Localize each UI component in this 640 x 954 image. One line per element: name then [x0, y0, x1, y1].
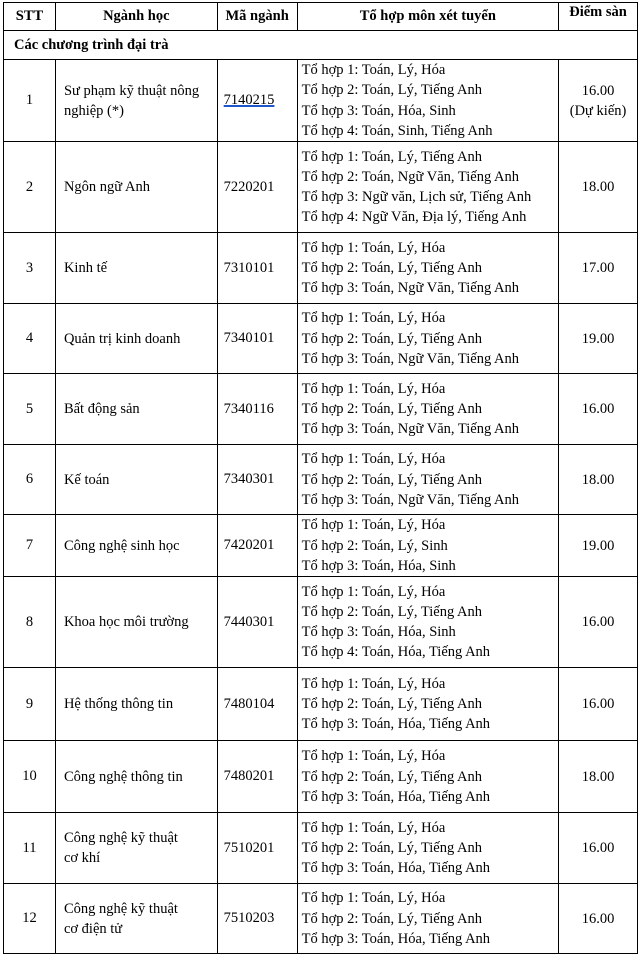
combo-line: Tổ hợp 3: Toán, Hóa, Sinh [301, 557, 456, 574]
combo-line: Tổ hợp 1: Toán, Lý, Hóa [301, 451, 446, 468]
combo-line: Tổ hợp 2: Toán, Lý, Tiếng Anh [301, 260, 483, 277]
score-line: 19.00 [581, 330, 615, 347]
major-line: Kế toán [63, 471, 110, 488]
row-code: 7340101 [217, 304, 297, 374]
combo-line: Tổ hợp 2: Toán, Ngữ Văn, Tiếng Anh [301, 168, 520, 185]
combo-line: Tổ hợp 1: Toán, Lý, Hóa [301, 748, 446, 765]
table-row [4, 304, 638, 374]
combo-line: Tổ hợp 3: Toán, Ngữ Văn, Tiếng Anh [301, 350, 520, 367]
major-line: Sư phạm kỹ thuật nông [63, 82, 200, 99]
combo-line: Tổ hợp 3: Toán, Ngữ Văn, Tiếng Anh [301, 280, 520, 297]
combo-line: Tổ hợp 2: Toán, Lý, Sinh [301, 537, 448, 554]
admission-score-table [3, 2, 638, 954]
major-line: nghiệp (*) [63, 102, 124, 119]
combo-line: Tổ hợp 2: Toán, Lý, Tiếng Anh [301, 82, 483, 99]
combo-line: Tổ hợp 3: Toán, Ngữ Văn, Tiếng Anh [301, 421, 520, 438]
row-score [559, 884, 638, 954]
table-row [4, 813, 638, 884]
row-stt: 3 [4, 233, 56, 304]
combo-line: Tổ hợp 1: Toán, Lý, Hóa [301, 239, 446, 256]
row-combos [297, 374, 558, 445]
row-combos [297, 304, 558, 374]
row-stt: 1 [4, 60, 56, 142]
major-line: Hệ thống thông tin [63, 696, 174, 713]
combo-line: Tổ hợp 1: Toán, Lý, Hóa [301, 62, 446, 78]
row-combos [297, 515, 558, 577]
combo-line: Tổ hợp 4: Toán, Sinh, Tiếng Anh [301, 122, 493, 139]
combo-line: Tổ hợp 1: Toán, Lý, Hóa [301, 310, 446, 327]
row-combos [297, 60, 558, 142]
table-row [4, 445, 638, 515]
combo-line: Tổ hợp 1: Toán, Lý, Hóa [301, 819, 446, 836]
row-combos [297, 668, 558, 741]
score-line: 16.00 [581, 614, 615, 631]
major-line: Kinh tế [63, 260, 108, 277]
row-code: 7480201 [217, 741, 297, 813]
combo-line: Tổ hợp 3: Toán, Hóa, Tiếng Anh [301, 860, 491, 877]
table-row [4, 668, 638, 741]
row-score [559, 60, 638, 142]
combo-line: Tổ hợp 1: Toán, Lý, Hóa [301, 890, 446, 907]
combo-line: Tổ hợp 3: Toán, Hóa, Tiếng Anh [301, 930, 491, 947]
score-line: 16.00 [581, 82, 615, 99]
row-code: 7310101 [217, 233, 297, 304]
row-code: 7510201 [217, 813, 297, 884]
row-score [559, 741, 638, 813]
score-line: 16.00 [581, 401, 615, 418]
combo-line: Tổ hợp 2: Toán, Lý, Tiếng Anh [301, 603, 483, 620]
row-major [55, 515, 217, 577]
combo-line: Tổ hợp 1: Toán, Lý, Hóa [301, 380, 446, 397]
row-major [55, 142, 217, 233]
row-code: 7220201 [217, 142, 297, 233]
row-major [55, 60, 217, 142]
combo-line: Tổ hợp 3: Toán, Hóa, Sinh [301, 624, 456, 641]
row-combos [297, 233, 558, 304]
row-major [55, 813, 217, 884]
row-stt: 2 [4, 142, 56, 233]
row-major [55, 741, 217, 813]
row-code: 7480104 [217, 668, 297, 741]
table-row [4, 60, 638, 142]
row-stt: 11 [4, 813, 56, 884]
row-score [559, 445, 638, 515]
row-stt: 6 [4, 445, 56, 515]
table-row [4, 515, 638, 577]
row-major [55, 884, 217, 954]
row-combos [297, 813, 558, 884]
row-score [559, 813, 638, 884]
major-line: Bất động sản [63, 401, 140, 418]
combo-line: Tổ hợp 2: Toán, Lý, Tiếng Anh [301, 471, 483, 488]
row-combos [297, 577, 558, 668]
score-line: 18.00 [581, 768, 615, 785]
row-major [55, 668, 217, 741]
combo-line: Tổ hợp 4: Ngữ Văn, Địa lý, Tiếng Anh [301, 209, 527, 226]
row-major [55, 374, 217, 445]
score-line: 18.00 [581, 179, 615, 196]
row-code: 7440301 [217, 577, 297, 668]
combo-line: Tổ hợp 1: Toán, Lý, Hóa [301, 517, 446, 534]
row-stt: 8 [4, 577, 56, 668]
score-line: 16.00 [581, 840, 615, 857]
row-score [559, 142, 638, 233]
major-line: cơ khí [63, 850, 101, 867]
combo-line: Tổ hợp 3: Toán, Hóa, Sinh [301, 102, 456, 119]
score-line: 19.00 [581, 537, 615, 554]
table-row [4, 142, 638, 233]
row-stt: 7 [4, 515, 56, 577]
header-combos: Tổ hợp môn xét tuyển [297, 3, 558, 31]
row-code: 7420201 [217, 515, 297, 577]
score-line: (Dự kiến) [569, 102, 627, 119]
row-stt: 5 [4, 374, 56, 445]
major-line: Quản trị kinh doanh [63, 330, 181, 347]
row-score [559, 304, 638, 374]
row-stt: 12 [4, 884, 56, 954]
row-code [217, 60, 297, 142]
major-code-link[interactable]: 7140215 [223, 92, 275, 109]
row-score [559, 515, 638, 577]
row-stt: 4 [4, 304, 56, 374]
major-line: Khoa học môi trường [63, 614, 189, 631]
combo-line: Tổ hợp 2: Toán, Lý, Tiếng Anh [301, 401, 483, 418]
major-line: Công nghệ kỹ thuật [63, 830, 178, 847]
major-line: cơ điện tử [63, 920, 123, 937]
combo-line: Tổ hợp 2: Toán, Lý, Tiếng Anh [301, 330, 483, 347]
combo-line: Tổ hợp 2: Toán, Lý, Tiếng Anh [301, 910, 483, 927]
row-combos [297, 884, 558, 954]
section-title: Các chương trình đại trà [4, 31, 638, 60]
header-row [4, 3, 638, 31]
header-score: Điểm sàn [559, 3, 638, 31]
combo-line: Tổ hợp 2: Toán, Lý, Tiếng Anh [301, 768, 483, 785]
score-line: 16.00 [581, 910, 615, 927]
row-major [55, 445, 217, 515]
combo-line: Tổ hợp 1: Toán, Lý, Hóa [301, 675, 446, 692]
row-code: 7340301 [217, 445, 297, 515]
table-row [4, 741, 638, 813]
combo-line: Tổ hợp 3: Toán, Hóa, Tiếng Anh [301, 788, 491, 805]
table-row [4, 884, 638, 954]
combo-line: Tổ hợp 3: Toán, Ngữ Văn, Tiếng Anh [301, 491, 520, 508]
row-stt: 9 [4, 668, 56, 741]
row-score [559, 233, 638, 304]
major-line: Công nghệ thông tin [63, 768, 183, 785]
combo-line: Tổ hợp 3: Toán, Hóa, Tiếng Anh [301, 716, 491, 733]
row-score [559, 668, 638, 741]
header-code: Mã ngành [217, 3, 297, 31]
combo-line: Tổ hợp 2: Toán, Lý, Tiếng Anh [301, 696, 483, 713]
row-combos [297, 142, 558, 233]
major-line: Công nghệ kỹ thuật [63, 900, 178, 917]
row-code: 7510203 [217, 884, 297, 954]
table-row [4, 374, 638, 445]
major-line: Công nghệ sinh học [63, 537, 180, 554]
row-stt: 10 [4, 741, 56, 813]
row-major [55, 233, 217, 304]
score-line: 16.00 [581, 696, 615, 713]
combo-line: Tổ hợp 3: Ngữ văn, Lịch sử, Tiếng Anh [301, 189, 532, 206]
header-stt: STT [4, 3, 56, 31]
score-line: 17.00 [581, 260, 615, 277]
major-line: Ngôn ngữ Anh [63, 179, 150, 196]
row-code: 7340116 [217, 374, 297, 445]
row-major [55, 304, 217, 374]
table-row [4, 233, 638, 304]
header-major: Ngành học [55, 3, 217, 31]
section-row [4, 31, 638, 60]
row-major [55, 577, 217, 668]
score-line: 18.00 [581, 471, 615, 488]
combo-line: Tổ hợp 2: Toán, Lý, Tiếng Anh [301, 840, 483, 857]
row-combos [297, 445, 558, 515]
row-score [559, 374, 638, 445]
combo-line: Tổ hợp 1: Toán, Lý, Hóa [301, 583, 446, 600]
combo-line: Tổ hợp 4: Toán, Hóa, Tiếng Anh [301, 644, 491, 661]
table-row [4, 577, 638, 668]
row-combos [297, 741, 558, 813]
combo-line: Tổ hợp 1: Toán, Lý, Tiếng Anh [301, 148, 483, 165]
row-score [559, 577, 638, 668]
